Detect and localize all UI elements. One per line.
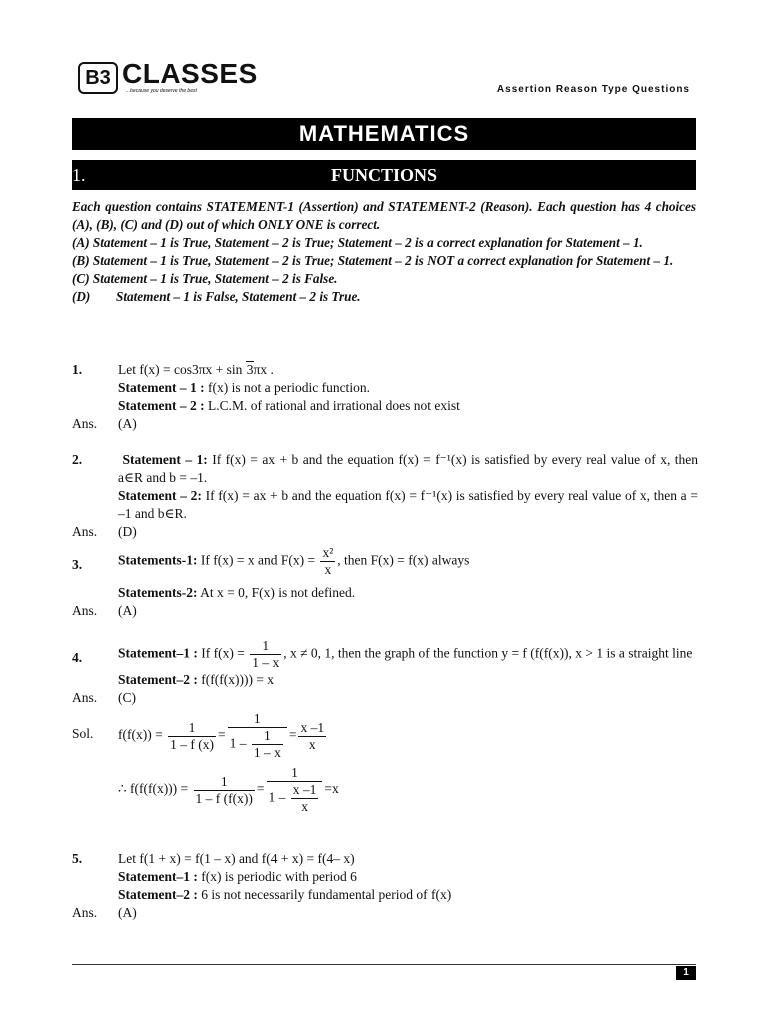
chapter-banner: [72, 160, 696, 190]
subject-banner: MATHEMATICS: [72, 118, 696, 150]
statement-1-label: Statement – 1:: [122, 452, 208, 467]
statement-2-text: L.C.M. of rational and irrational does not exist: [204, 398, 460, 413]
answer: (D): [118, 524, 137, 539]
sqrt: 3: [246, 362, 254, 377]
fraction: $\frac{1}{1 - x}$: [252, 638, 280, 670]
statement-2-text: At x = 0, F(x) is not defined.: [197, 585, 356, 600]
statement-2-label: Statement – 2 :: [118, 398, 205, 413]
statement-1-text: f(x) is periodic with period 6: [197, 869, 357, 884]
statement-1-text: If f(x) = ax + b and the equation f(x) = f⁻¹(x) is satisfied by every real value of x, then a∈R and b = –1.: [118, 452, 699, 485]
question-4: 4. Statement–1 : If f(x) = $\frac{1}{1 - x}$ , x ≠ 0, 1, then the graph of the function y = f (f(f(x)), x > 1 is a straight line Statement–2 : f(f(f(x)))) = x Ans. (C) Sol. f(f(x)) = $\frac{1}{1 - f (x)}$ = 1 1 – $\frac{1}{1 - x}$ = $\frac{x -1}{x}$ ∴ f(f(f(x))) = $\frac{1}{1 - f (f(x))}$ = 1 1 – $\frac{x -1}{x}$ =x: [72, 638, 698, 815]
option-d-text: Statement – 1 is False, Statement – 2 is True.: [116, 289, 361, 304]
chapter-title: FUNCTIONS: [330, 165, 437, 185]
question-5: [72, 850, 698, 922]
statement-1-label: Statement–1 :: [118, 645, 198, 661]
option-c: (C) Statement – 1 is True, Statement – 2 is False.: [72, 271, 338, 286]
answer-label: Ans.: [72, 905, 98, 920]
statement-1-label: Statement–1 :: [118, 869, 198, 884]
page-number: 1: [676, 966, 696, 980]
statement-2-label: Statements-2:: [118, 585, 198, 600]
logo-name: CLASSES: [122, 58, 258, 89]
statement-2-label: Statement–2 :: [118, 887, 198, 902]
answer: (A): [118, 603, 137, 618]
answer-label: Ans.: [72, 603, 98, 618]
solution-line-1: Sol. f(f(x)) = $\frac{1}{1 - f (x)}$ = 1 1 – $\frac{1}{1 - x}$ = $\frac{x -1}{x}$: [72, 711, 325, 760]
solution-label: Sol.: [72, 726, 94, 741]
instructions: [72, 198, 696, 306]
answer: (A): [118, 905, 137, 920]
statement-1-label: Statement – 1 :: [118, 380, 205, 395]
answer: (A): [118, 416, 137, 431]
footer-divider: [72, 964, 696, 965]
question-number: 4.: [72, 650, 83, 665]
question-number: 5.: [72, 851, 83, 866]
section-title: Assertion Reason Type Questions: [496, 84, 690, 95]
chapter-number: 1.: [72, 165, 86, 185]
question-3: 3. Statements-1: If f(x) = x and F(x) = $\frac{\text{x²}}{x}$ , then F(x) = f(x) always Statements-2: At x = 0, F(x) is not defined. Ans. (A): [72, 545, 470, 618]
statement-2-label: Statement–2 :: [118, 672, 198, 687]
answer: (C): [118, 690, 136, 705]
option-a: (A) Statement – 1 is True, Statement – 2 is True; Statement – 2 is a correct explanation for Statement – 1.: [72, 235, 643, 250]
fraction: $\frac{\text{x²}}{x}$: [322, 545, 334, 577]
question-text: Let f(x) = cos3πx + sin 3πx .: [118, 362, 274, 377]
option-b: (B) Statement – 1 is True, Statement – 2 is True; Statement – 2 is NOT a correct explanation for Statement – 1.: [72, 253, 674, 268]
option-d-label: (D): [72, 289, 91, 304]
question-2: [72, 451, 698, 541]
statement-1-label: Statements-1:: [118, 552, 198, 568]
answer-label: Ans.: [72, 690, 98, 705]
option-d: [72, 288, 696, 306]
question-text: Let f(1 + x) = f(1 – x) and f(4 + x) = f(4– x): [118, 851, 355, 866]
answer-label: Ans.: [72, 524, 98, 539]
logo-tagline: ...because you deserve the best: [126, 88, 197, 94]
statement-1-text: f(x) is not a periodic function.: [204, 380, 370, 395]
question-number: 3.: [72, 557, 83, 572]
logo-mark: B3: [78, 62, 118, 94]
statement-2-text: f(f(f(x)))) = x: [197, 672, 275, 687]
statement-2-text: 6 is not necessarily fundamental period of f(x): [197, 887, 452, 902]
answer-label: Ans.: [72, 416, 98, 431]
statement-2-text: If f(x) = ax + b and the equation f(x) = f⁻¹(x) is satisfied by every real value of x, then a = –1 and b∈R.: [118, 488, 698, 521]
solution-line-2: ∴ f(f(f(x))) = $\frac{1}{1 - f (f(x))}$ = 1 1 – $\frac{x -1}{x}$ =x: [118, 765, 339, 814]
question-number: 2.: [72, 452, 83, 467]
instructions-text: Each question contains STATEMENT-1 (Assertion) and STATEMENT-2 (Reason). Each question has 4 choices (A), (B), (C) and (D) out of which ONLY ONE is correct.: [72, 199, 696, 232]
question-1: [72, 361, 698, 433]
statement-2-label: Statement – 2:: [118, 488, 202, 503]
logo: [78, 58, 258, 98]
question-number: 1.: [72, 362, 83, 377]
